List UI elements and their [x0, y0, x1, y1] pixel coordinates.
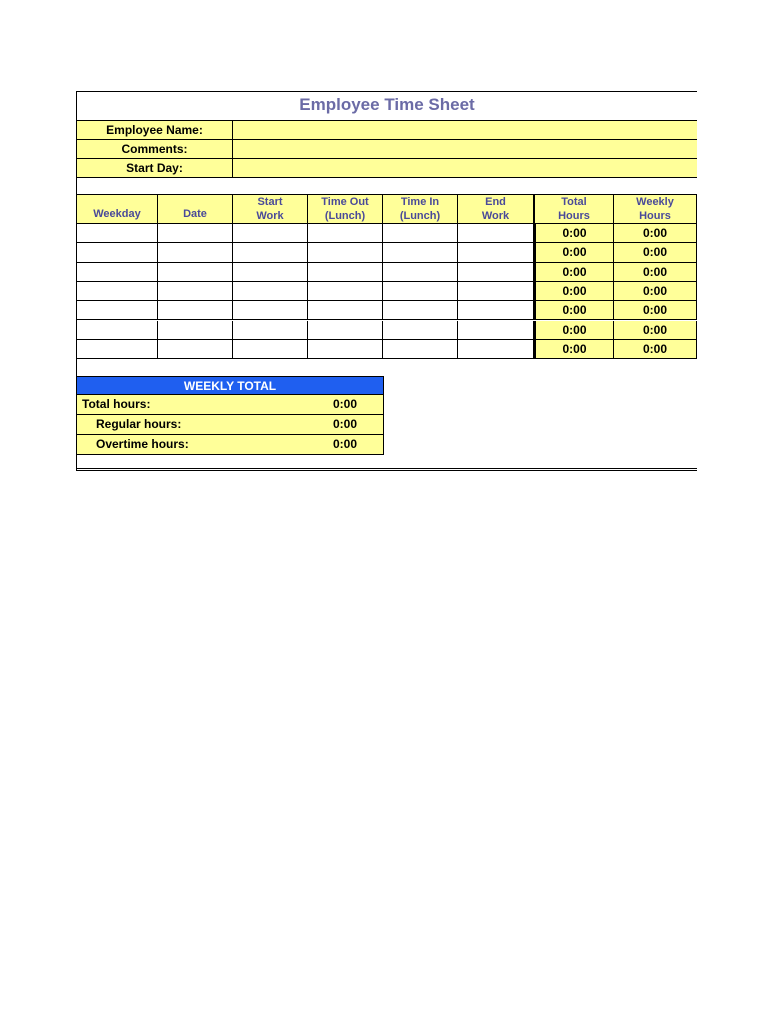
column-header-end-work — [458, 194, 534, 224]
column-header-line2: Weekday — [93, 208, 141, 220]
cell-end-work[interactable] — [458, 224, 534, 243]
cell-time-out-lunch[interactable] — [308, 321, 383, 340]
column-header-line1: Weekly — [636, 196, 674, 208]
cell-time-in-lunch[interactable] — [383, 224, 458, 243]
column-header-weekday — [77, 194, 158, 224]
bottom-line — [77, 468, 697, 469]
cell-weekly-hours: 0:00 — [614, 301, 697, 320]
column-header-line1: Time Out — [321, 196, 369, 208]
overtime-hours-row — [77, 435, 384, 455]
column-header-time-out-lunch — [308, 194, 383, 224]
cell-time-out-lunch[interactable] — [308, 224, 383, 243]
employee-name-field[interactable] — [233, 121, 697, 139]
column-header-line1: Start — [257, 196, 283, 208]
cell-start-work[interactable] — [233, 224, 308, 243]
cell-date[interactable] — [158, 243, 233, 262]
cell-total-hours: 0:00 — [534, 340, 614, 359]
regular-hours-row — [77, 415, 384, 435]
cell-time-in-lunch[interactable] — [383, 321, 458, 340]
cell-weekday[interactable] — [77, 321, 158, 340]
cell-date[interactable] — [158, 224, 233, 243]
cell-weekday[interactable] — [77, 282, 158, 301]
cell-time-out-lunch[interactable] — [308, 243, 383, 262]
cell-weekly-hours: 0:00 — [614, 263, 697, 282]
cell-weekday[interactable] — [77, 301, 158, 320]
column-header-line2: (Lunch) — [324, 210, 366, 222]
cell-start-work[interactable] — [233, 301, 308, 320]
column-header-line2: Date — [183, 208, 207, 220]
cell-time-out-lunch[interactable] — [308, 301, 383, 320]
cell-time-in-lunch[interactable] — [383, 243, 458, 262]
regular-hours-label: Regular hours: — [96, 417, 182, 431]
overtime-hours-value: 0:00 — [333, 437, 358, 451]
column-header-line2: Hours — [639, 210, 671, 222]
cell-weekly-hours: 0:00 — [614, 243, 697, 262]
regular-hours-value: 0:00 — [333, 417, 358, 431]
cell-weekly-hours: 0:00 — [614, 340, 697, 359]
cell-end-work[interactable] — [458, 321, 534, 340]
cell-weekday[interactable] — [77, 340, 158, 359]
cell-total-hours: 0:00 — [534, 301, 614, 320]
cell-time-out-lunch[interactable] — [308, 340, 383, 359]
column-header-line1: Time In — [400, 196, 440, 208]
overtime-hours-label: Overtime hours: — [96, 437, 189, 451]
cell-start-work[interactable] — [233, 321, 308, 340]
comments-row — [77, 139, 697, 158]
cell-date[interactable] — [158, 263, 233, 282]
total-hours-value: 0:00 — [333, 397, 358, 411]
cell-end-work[interactable] — [458, 301, 534, 320]
column-header-line2: Hours — [558, 210, 590, 222]
cell-total-hours: 0:00 — [534, 243, 614, 262]
column-header-line1: Total — [561, 196, 587, 208]
cell-time-out-lunch[interactable] — [308, 282, 383, 301]
employee-name-label: Employee Name: — [77, 121, 233, 139]
cell-total-hours: 0:00 — [534, 321, 614, 340]
cell-end-work[interactable] — [458, 340, 534, 359]
column-header-line2: Work — [256, 210, 284, 222]
start-day-label: Start Day: — [77, 159, 233, 177]
comments-label: Comments: — [77, 140, 233, 158]
cell-end-work[interactable] — [458, 282, 534, 301]
cell-date[interactable] — [158, 321, 233, 340]
cell-date[interactable] — [158, 340, 233, 359]
sheet-title: Employee Time Sheet — [299, 95, 475, 114]
cell-total-hours: 0:00 — [534, 224, 614, 243]
cell-start-work[interactable] — [233, 243, 308, 262]
cell-weekday[interactable] — [77, 263, 158, 282]
cell-start-work[interactable] — [233, 263, 308, 282]
column-header-time-in-lunch — [383, 194, 458, 224]
column-header-date — [158, 194, 233, 224]
cell-start-work[interactable] — [233, 282, 308, 301]
cell-start-work[interactable] — [233, 340, 308, 359]
cell-time-out-lunch[interactable] — [308, 263, 383, 282]
column-header-weekly-hours — [614, 194, 697, 224]
cell-date[interactable] — [158, 301, 233, 320]
cell-date[interactable] — [158, 282, 233, 301]
cell-weekly-hours: 0:00 — [614, 282, 697, 301]
column-header-line2: (Lunch) — [399, 210, 441, 222]
weekly-total-header: WEEKLY TOTAL — [77, 376, 384, 395]
cell-total-hours: 0:00 — [534, 263, 614, 282]
cell-weekly-hours: 0:00 — [614, 224, 697, 243]
column-header-line2: Work — [481, 210, 510, 222]
total-hours-label: Total hours: — [82, 397, 151, 411]
time-sheet — [76, 91, 697, 471]
column-header-total-hours — [534, 194, 614, 224]
cell-time-in-lunch[interactable] — [383, 301, 458, 320]
comments-field[interactable] — [233, 140, 697, 158]
total-hours-row — [77, 395, 384, 415]
column-header-start-work — [233, 194, 308, 224]
cell-time-in-lunch[interactable] — [383, 282, 458, 301]
cell-weekday[interactable] — [77, 243, 158, 262]
cell-weekly-hours: 0:00 — [614, 321, 697, 340]
cell-total-hours: 0:00 — [534, 282, 614, 301]
cell-weekday[interactable] — [77, 224, 158, 243]
cell-time-in-lunch[interactable] — [383, 340, 458, 359]
column-header-line1: End — [485, 196, 506, 208]
start-day-row — [77, 158, 697, 178]
employee-name-row — [77, 120, 697, 139]
cell-end-work[interactable] — [458, 243, 534, 262]
start-day-field[interactable] — [233, 159, 697, 177]
cell-time-in-lunch[interactable] — [383, 263, 458, 282]
cell-end-work[interactable] — [458, 263, 534, 282]
